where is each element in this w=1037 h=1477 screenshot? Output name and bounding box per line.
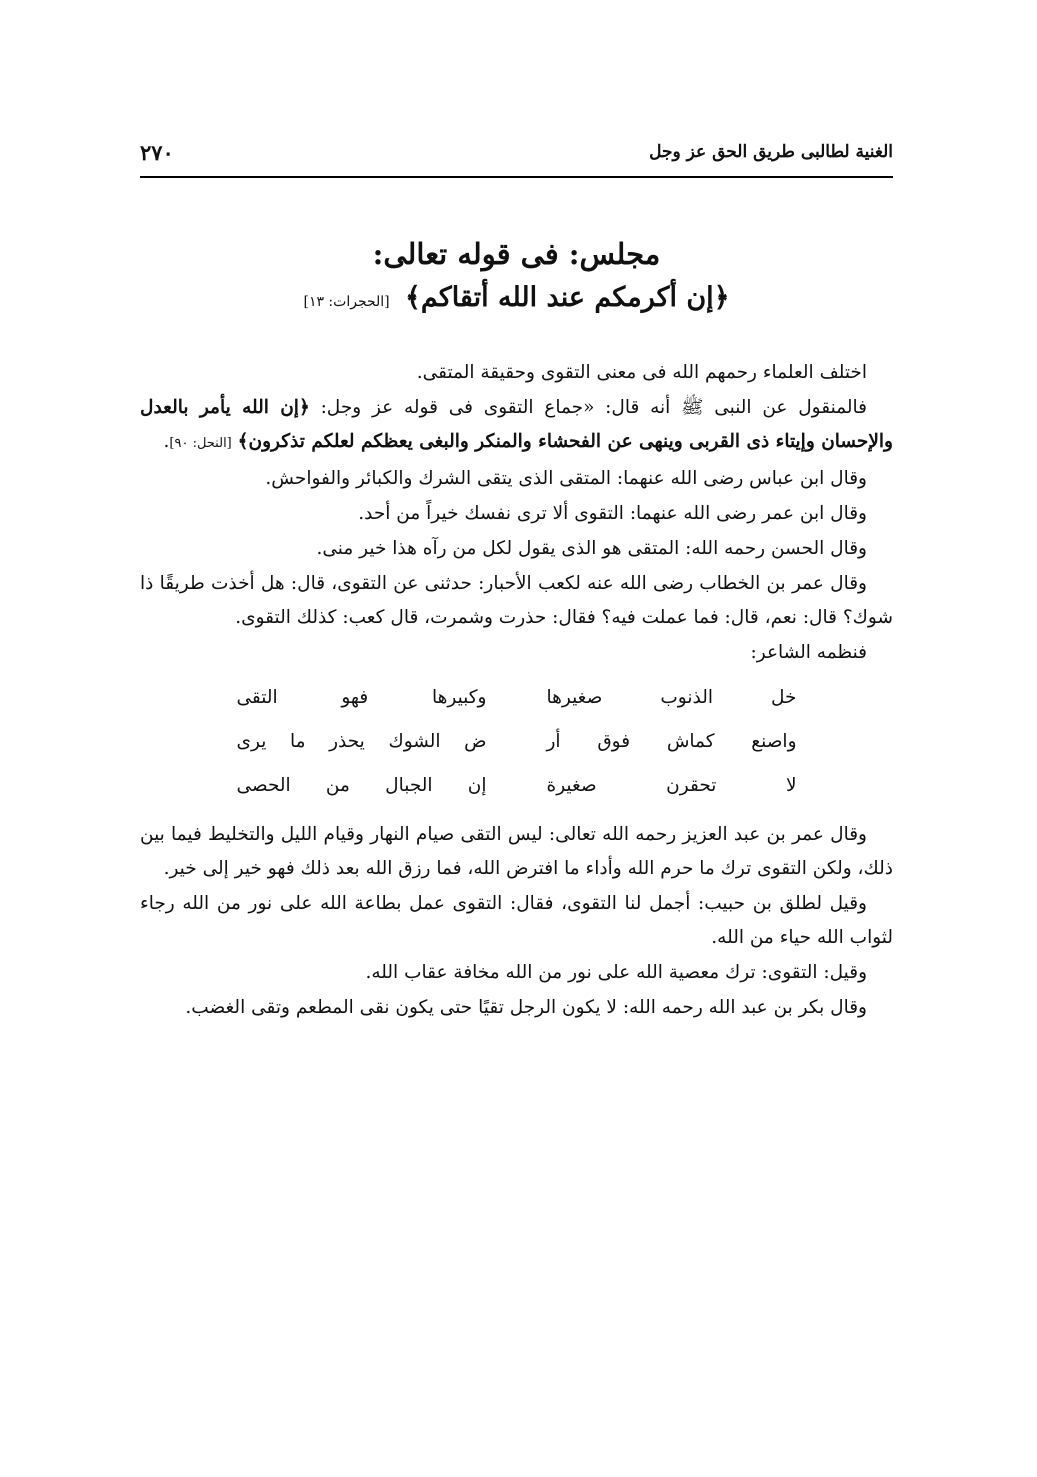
poem-hemistich-left: وكبيرها فهو التقى — [236, 687, 487, 708]
section-title — [140, 232, 893, 324]
paragraph-8: وقال عمر بن عبد العزيز رحمه الله تعالى: ليس التقى صيام النهار وقيام الليل والتخليط فيما بين ذلك، ولكن التقوى ترك ما حرم الله وأداء ما افترض الله، فما رزق الله بعد ذلك فهو خير إلى خير. — [140, 824, 893, 879]
poem — [140, 676, 893, 808]
paragraph-2 — [140, 391, 893, 461]
paragraph-5: وقال الحسن رحمه الله: المتقى هو الذى يقول لكل من رآه هذا خير منى. — [316, 538, 867, 559]
paragraph-7: فنظمه الشاعر: — [750, 642, 867, 663]
paragraph-1: اختلف العلماء رحمهم الله فى معنى التقوى وحقيقة المتقى. — [416, 362, 867, 383]
book-title: الغنية لطالبى طريق الحق عز وجل — [649, 142, 893, 162]
poem-hemistich-left: ض الشوك يحذر ما يرى — [236, 731, 487, 752]
poem-hemistich-left: إن الجبال من الحصى — [236, 775, 487, 796]
paragraph-11: وقال بكر بن عبد الله رحمه الله: لا يكون الرجل تقيًا حتى يكون نقى المطعم وتقى الغضب. — [185, 997, 867, 1018]
poem-verse — [140, 764, 893, 808]
poem-hemistich-right: لا تحقرن صغيرة — [546, 775, 797, 796]
title-verse: ﴿إن أكرمكم عند الله أتقاكم﴾ — [405, 282, 730, 313]
poem-verse — [140, 676, 893, 720]
page-number: ٢٧٠ — [140, 140, 174, 165]
paragraph-2-end: . — [163, 431, 170, 452]
paragraph-10: وقيل: التقوى: ترك معصية الله على نور من الله مخافة عقاب الله. — [365, 962, 867, 983]
paragraph-3: وقال ابن عباس رضى الله عنهما: المتقى الذى يتقى الشرك والكبائر والفواحش. — [265, 468, 867, 489]
title-verse-reference: [الحجرات: ١٣] — [303, 294, 390, 310]
paragraph-9: وقيل لطلق بن حبيب: أجمل لنا التقوى، فقال: التقوى عمل بطاعة الله على نور من الله رجاء لثواب الله حياء من الله. — [140, 893, 893, 948]
poem-hemistich-right: واصنع كماش فوق أر — [546, 731, 797, 752]
poem-verse — [140, 720, 893, 764]
verse-reference: [النحل: ٩٠] — [169, 436, 232, 451]
title-line-1: مجلس: فى قوله تعالى: — [372, 237, 661, 271]
poem-hemistich-right: خل الذنوب صغيرها — [546, 687, 797, 708]
page-header — [140, 136, 893, 178]
title-line-2 — [140, 276, 893, 324]
paragraph-4: وقال ابن عمر رضى الله عنهما: التقوى ألا ترى نفسك خيراً من أحد. — [358, 503, 867, 524]
paragraph-6: وقال عمر بن الخطاب رضى الله عنه لكعب الأحبار: حدثنى عن التقوى، قال: هل أخذت طريقًا ذا شوك؟ قال: نعم، قال: فما عملت فيه؟ فقال: حذرت وشمرت، قال كعب: كذلك التقوى. — [140, 573, 893, 628]
body-text — [140, 356, 893, 1026]
quranic-verse: ﴿إن الله يأمر بالعدل والإحسان وإيتاء ذى القربى وينهى عن الفحشاء والمنكر والبغى يعظكم لعلكم تذكرون﴾ — [140, 397, 893, 452]
paragraph-2-intro: فالمنقول عن النبى ﷺ أنه قال: «جماع التقوى فى قوله عز وجل: — [309, 397, 867, 418]
